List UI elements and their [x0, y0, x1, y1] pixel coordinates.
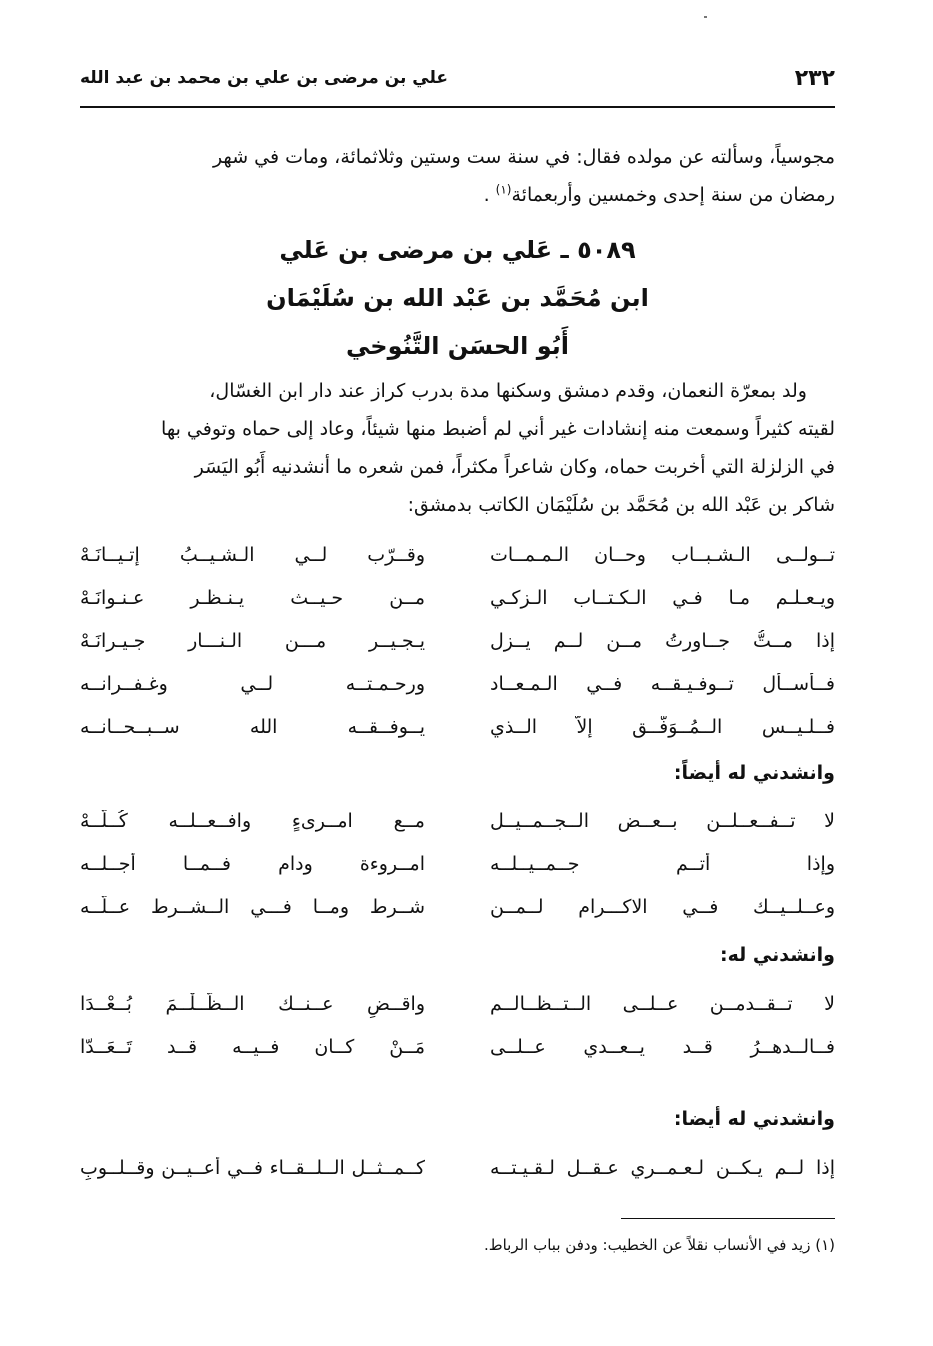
verse-second-hemistich: يـجـيــر مـــن الـنـــار جـيـرانَـهْ: [80, 630, 425, 652]
verse-first-hemistich: فــالــدهــرُ قــد يــعــدي عــلــى: [490, 1036, 835, 1058]
footnote-rule: [621, 1218, 835, 1219]
footnote: (١) زيد في الأنساب نقلاً عن الخطيب: ودفن بباب الرباط.: [483, 1236, 835, 1254]
verse-line: [80, 896, 835, 939]
verse-line: [80, 544, 835, 587]
verse-line: [80, 853, 835, 896]
entry-heading-line: ابن مُحَمَّد بن عَبْد الله بن سُلَيْمَان: [266, 284, 649, 312]
verse-first-hemistich: لا تــفــعــلــن بــعــض الــجــمــيــل: [490, 810, 835, 832]
poem-intro: وانشدني له:: [720, 944, 835, 966]
intro-line-2-end: .: [483, 184, 490, 206]
bio-paragraph: [80, 372, 835, 524]
verse-second-hemistich: مــن حـيــث يـنـظـر عـنـوانَـهْ: [80, 587, 425, 609]
running-head: علي بن مرضى بن علي بن محمد بن عبد الله: [80, 68, 449, 88]
poem-1: [80, 544, 835, 759]
intro-line-2: [80, 176, 835, 214]
verse-line: [80, 673, 835, 716]
verse-second-hemistich: يــوفــقــه الله ســبــحــانــه: [80, 716, 425, 738]
verse-second-hemistich: كــمــثــل الــلــقــاء فــي أعــيــن وقــلــوبِ: [80, 1157, 425, 1179]
poem-intro: وانشدني له أيضا:: [673, 1108, 835, 1130]
entry-heading: [80, 226, 835, 370]
verse-first-hemistich: تــولــى الـشـبــاب وحــان الـمـمــات: [490, 544, 835, 566]
verse-line: [80, 1036, 835, 1079]
entry-heading-line: ٥٠٨٩ ـ عَلي بن مرضى بن عَلي: [279, 236, 636, 264]
verse-first-hemistich: ويـعـلـم مـا فـي الـكـتــاب الـزكـي: [490, 587, 835, 609]
scan-speck: [704, 16, 707, 18]
page-header: [80, 66, 835, 106]
verse-second-hemistich: وقــرّب لــي الـشـيــبُ إتـيــانَـهْ: [80, 544, 425, 566]
verse-first-hemistich: إذا مــتُّ جــاورتُ مــن لــم يــزل: [490, 630, 835, 652]
verse-line: [80, 587, 835, 630]
verse-line: [80, 810, 835, 853]
verse-line: [80, 716, 835, 759]
page-number: ٢٣٢: [794, 66, 835, 91]
bio-line: لقيته كثيراً وسمعت منه إنشادات غير أني لم أضبط منها شيئاً، وعاد إلى حماه وتوفي بها: [161, 418, 835, 440]
verse-second-hemistich: مَــنْ كــان فــيــه قــد تَــعَــدّا: [80, 1036, 425, 1058]
verse-first-hemistich: لا تــقــدمــن عــلــى الــتــظــالــم: [490, 993, 835, 1015]
verse-second-hemistich: شــرط ومــا فـــي الــشــرط عــلّــه: [80, 896, 425, 918]
header-rule: [80, 106, 835, 108]
verse-first-hemistich: فــأســأل تــوفـيـقــه فــي الـمـعــاد: [490, 673, 835, 695]
bio-line: في الزلزلة التي أخربت حماه، وكان شاعراً مكثراً، فمن شعره ما أنشدنيه أَبُو اليَسَر: [194, 456, 835, 478]
intro-line-2-text: رمضان من سنة إحدى وخمسين وأربعمائة: [511, 184, 835, 206]
intro-paragraph: [80, 138, 835, 214]
intro-line: مجوسياً، وسألته عن مولده فقال: في سنة ست وستين وثلاثمائة، ومات في شهر: [212, 146, 835, 168]
verse-first-hemistich: وعــلــيــك فــي الاكـــرام لــمــن: [490, 896, 835, 918]
verse-line: [80, 1157, 835, 1200]
entry-heading-line: أَبُو الحسَن التَّنُوخي: [345, 332, 569, 360]
verse-first-hemistich: إذا لــم يـكــن لـعـمــري عـقــل لـقـيـتــه: [490, 1157, 835, 1179]
verse-second-hemistich: ورحـمـتــه لــي وغـفــرانــه: [80, 673, 425, 695]
verse-first-hemistich: فــلـيــس الــمُــوَفَّــق إلاَّ الــذي: [490, 716, 835, 738]
bio-line: ولد بمعرّة النعمان، وقدم دمشق وسكنها مدة بدرب كراز عند دار ابن الغسّال،: [209, 380, 807, 402]
poem-3: [80, 993, 835, 1079]
footnote-marker: (١): [495, 182, 512, 197]
poem-2: [80, 810, 835, 939]
verse-line: [80, 630, 835, 673]
bio-line: شاكر بن عَبْد الله بن مُحَمَّد بن سُلَيْمَان الكاتب بدمشق:: [407, 494, 835, 516]
poem-4: [80, 1157, 835, 1200]
verse-first-hemistich: وإذا أتــم جــمــيــلــه: [490, 853, 835, 875]
verse-line: [80, 993, 835, 1036]
verse-second-hemistich: مــع امــرىءٍ وافــعــلــه كُــلَّــهْ: [80, 810, 425, 832]
verse-second-hemistich: امــروءة ودام فــمــا أجــلــه: [80, 853, 425, 875]
verse-second-hemistich: واقــضِ عــنــك الــظُّــلْــمَ بُــعْــدَا: [80, 993, 425, 1015]
poem-intro: وانشدني له أيضاً:: [673, 762, 835, 784]
